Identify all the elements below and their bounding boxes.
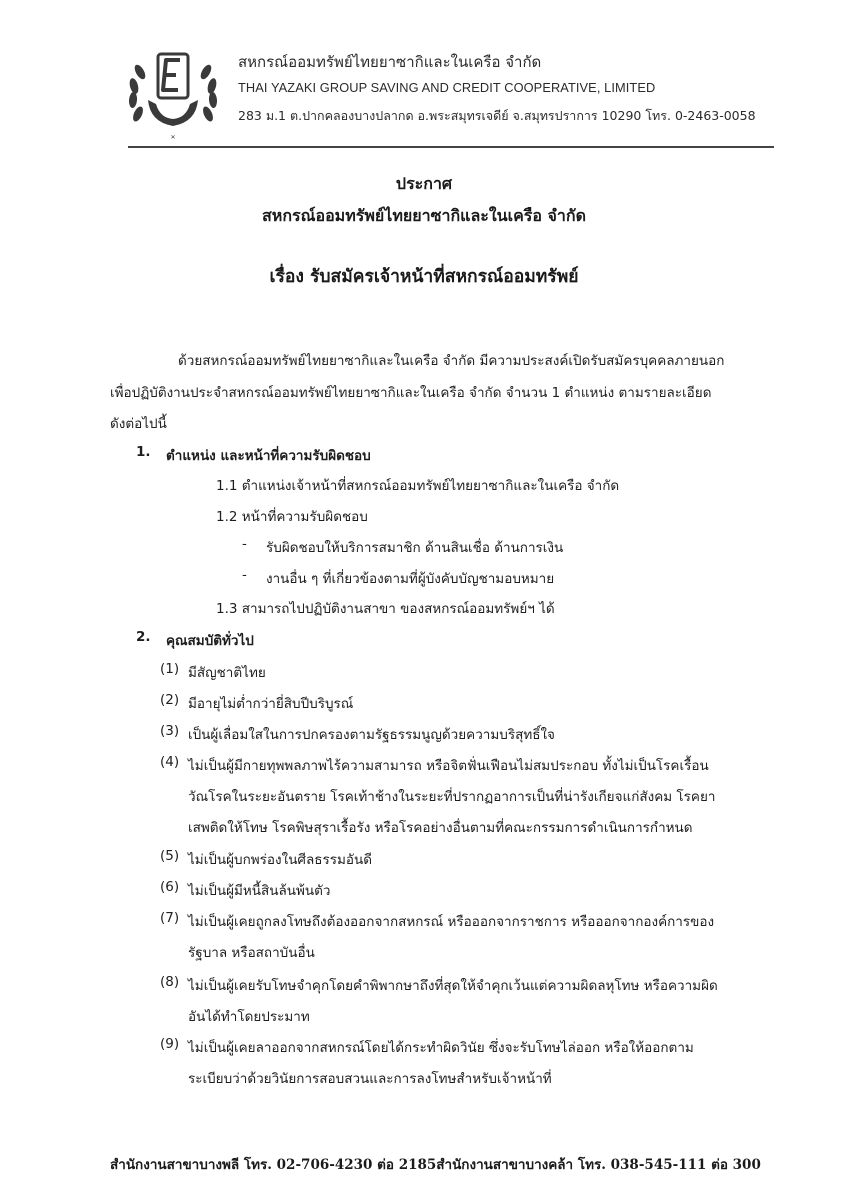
intro-line: ดังต่อไปนี้ <box>110 416 167 432</box>
logo-text: ✕ <box>170 134 176 141</box>
section-number: 1. <box>136 444 151 460</box>
intro-line: ด้วยสหกรณ์ออมทรัพย์ไทยยาซากิและในเครือ จำกัด มีความประสงค์เปิดรับสมัครบุคคลภายนอก <box>178 353 725 369</box>
section-title: คุณสมบัติทั่วไป <box>166 633 254 649</box>
item-number: (5) <box>160 848 180 864</box>
qualification-line: ไม่เป็นผู้เคยลาออกจากสหกรณ์โดยได้กระทำผิดวินัย ซึ่งจะรับโทษไล่ออก หรือให้ออกตาม <box>188 1040 694 1056</box>
qualification-line: เป็นผู้เลื่อมใสในการปกครองตามรัฐธรรมนูญด้วยความบริสุทธิ์ใจ <box>188 727 555 743</box>
section-number: 2. <box>136 629 151 645</box>
qualification-line: ไม่เป็นผู้บกพร่องในศีลธรรมอันดี <box>188 852 373 868</box>
qualification-line: ไม่เป็นผู้เคยรับโทษจำคุกโดยคำพิพากษาถึงที่สุดให้จำคุกเว้นแต่ความผิดลหุโทษ หรือความผิด <box>188 978 718 994</box>
item-number: (3) <box>160 723 180 739</box>
sub-item: 1.2 หน้าที่ความรับผิดชอบ <box>216 509 368 525</box>
item-number: (8) <box>160 974 180 990</box>
cooperative-emblem-icon <box>120 42 226 142</box>
intro-line: เพื่อปฏิบัติงานประจำสหกรณ์ออมทรัพย์ไทยยาซากิและในเครือ จำกัด จำนวน 1 ตำแหน่ง ตามรายละเอียด <box>110 385 712 401</box>
sub-item: 1.1 ตำแหน่งเจ้าหน้าที่สหกรณ์ออมทรัพย์ไทยยาซากิและในเครือ จำกัด <box>216 478 620 494</box>
announcement-subject: เรื่อง รับสมัครเจ้าหน้าที่สหกรณ์ออมทรัพย์ <box>269 267 579 287</box>
item-number: (6) <box>160 879 180 895</box>
qualification-line: รัฐบาล หรือสถาบันอื่น <box>188 945 315 961</box>
bullet-item: รับผิดชอบให้บริการสมาชิก ด้านสินเชื่อ ด้านการเงิน <box>266 540 564 556</box>
qualification-line: ไม่เป็นผู้เคยถูกลงโทษถึงต้องออกจากสหกรณ์ หรือออกจากราชการ หรือออกจากองค์การของ <box>188 914 715 930</box>
qualification-line: วัณโรคในระยะอันตราย โรคเท้าช้างในระยะที่ปรากฏอาการเป็นที่น่ารังเกียจแก่สังคม โรคยา <box>188 789 716 805</box>
qualification-line: อันได้ทำโดยประมาท <box>188 1009 310 1025</box>
sub-item: 1.3 สามารถไปปฏิบัติงานสาขา ของสหกรณ์ออมทรัพย์ฯ ได้ <box>216 601 555 617</box>
org-name-english: THAI YAZAKI GROUP SAVING AND CREDIT COOPERATIVE, LIMITED <box>238 80 656 95</box>
item-number: (4) <box>160 754 180 770</box>
qualification-line: ไม่เป็นผู้มีหนี้สินล้นพ้นตัว <box>188 883 331 899</box>
bullet-mark: - <box>242 536 247 552</box>
announcement-org: สหกรณ์ออมทรัพย์ไทยยาซากิและในเครือ จำกัด <box>262 206 586 225</box>
item-number: (1) <box>160 661 180 677</box>
item-number: (7) <box>160 910 180 926</box>
qualification-line: ระเบียบว่าด้วยวินัยการสอบสวนและการลงโทษสำหรับเจ้าหน้าที่ <box>188 1071 552 1087</box>
bullet-mark: - <box>242 567 247 583</box>
bullet-item: งานอื่น ๆ ที่เกี่ยวข้องตามที่ผู้บังคับบัญชามอบหมาย <box>266 571 555 587</box>
org-address: 283 ม.1 ต.ปากคลองบางปลากด อ.พระสมุทรเจดีย์ จ.สมุทรปราการ 10290 โทร. 0-2463-0058 <box>238 108 756 123</box>
section-title: ตำแหน่ง และหน้าที่ความรับผิดชอบ <box>166 448 371 464</box>
item-number: (9) <box>160 1036 180 1052</box>
qualification-line: มีอายุไม่ต่ำกว่ายี่สิบปีบริบูรณ์ <box>188 696 354 712</box>
item-number: (2) <box>160 692 180 708</box>
qualification-line: ไม่เป็นผู้มีกายทุพพลภาพไร้ความสามารถ หรือจิตฟั่นเฟือนไม่สมประกอบ ทั้งไม่เป็นโรคเรื้อน <box>188 758 709 774</box>
letterhead-divider <box>128 146 774 148</box>
qualification-line: มีสัญชาติไทย <box>188 665 266 681</box>
branch-contact-footer: สำนักงานสาขาบางพลี โทร. 02-706-4230 ต่อ 2185สำนักงานสาขาบางคล้า โทร. 038-545-111 ต่อ 300 <box>110 1157 761 1173</box>
qualification-line: เสพติดให้โทษ โรคพิษสุราเรื้อรัง หรือโรคอย่างอื่นตามที่คณะกรรมการดำเนินการกำหนด <box>188 820 693 836</box>
org-name-thai: สหกรณ์ออมทรัพย์ไทยยาซากิและในเครือ จำกัด <box>238 53 542 71</box>
announcement-title: ประกาศ <box>395 174 453 193</box>
